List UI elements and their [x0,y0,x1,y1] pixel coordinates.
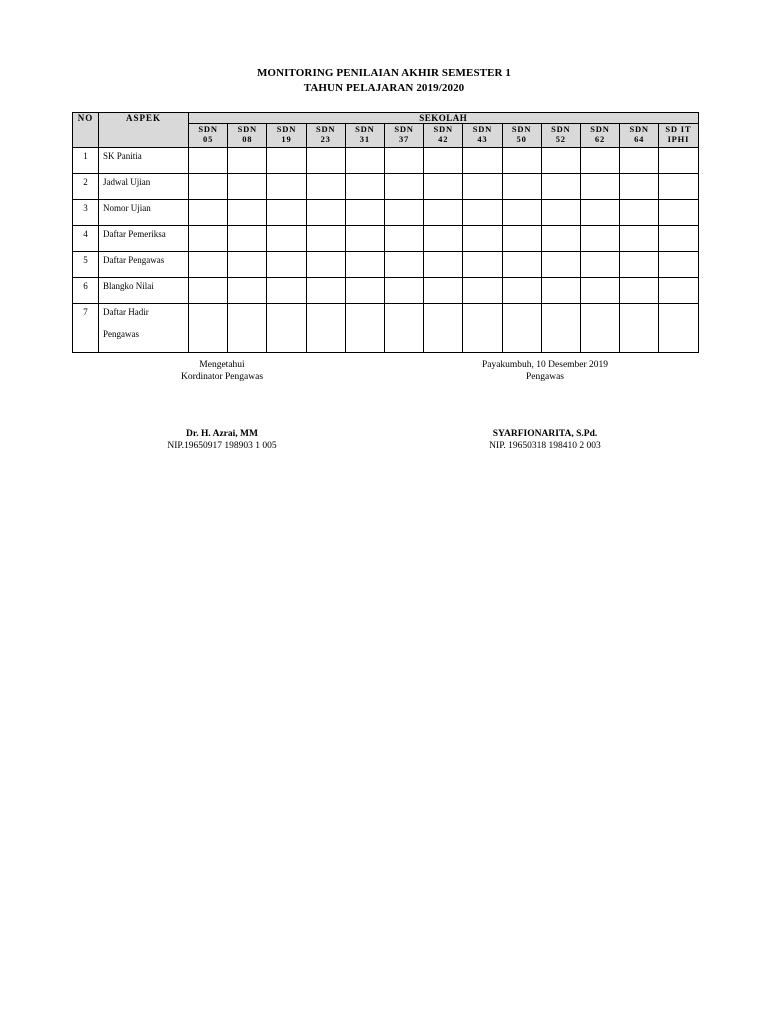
signature-left [122,359,322,452]
check-cell[interactable] [189,304,228,353]
check-cell[interactable] [502,200,541,226]
check-cell[interactable] [267,304,306,353]
check-cell[interactable] [267,148,306,174]
check-cell[interactable] [384,200,423,226]
check-cell[interactable] [384,304,423,353]
row-aspek-text: Daftar Pemeriksa [103,229,166,239]
check-cell[interactable] [228,200,267,226]
school-header-text: SDN [394,124,414,135]
row-number: 1 [73,148,99,174]
check-cell[interactable] [580,252,619,278]
school-header-text: 37 [398,134,410,145]
school-header-text: 43 [477,134,488,145]
check-cell[interactable] [228,226,267,252]
school-header [384,124,423,148]
header-aspek: ASPEK [99,113,189,148]
table-row [73,278,699,304]
check-cell[interactable] [345,148,384,174]
check-cell[interactable] [659,174,698,200]
row-aspek [99,226,189,252]
row-number: 3 [73,200,99,226]
signature-left-nip: NIP.19650917 198903 1 005 [167,441,277,451]
check-cell[interactable] [541,174,580,200]
title-line-1: MONITORING PENILAIAN AKHIR SEMESTER 1 [256,67,512,79]
row-aspek [99,174,189,200]
check-cell[interactable] [659,252,698,278]
school-header-text: SDN [629,124,649,135]
check-cell[interactable] [502,174,541,200]
check-cell[interactable] [228,252,267,278]
table-row [73,304,699,353]
row-number: 5 [73,252,99,278]
check-cell[interactable] [306,226,345,252]
school-header-text: SDN [198,124,218,135]
signature-right [445,359,645,452]
check-cell[interactable] [189,148,228,174]
school-header-text: SD IT [665,124,692,135]
check-cell[interactable] [620,148,659,174]
check-cell[interactable] [267,252,306,278]
school-header [659,124,698,148]
check-cell[interactable] [424,226,463,252]
check-cell[interactable] [463,304,502,353]
check-cell[interactable] [345,226,384,252]
check-cell[interactable] [620,304,659,353]
check-cell[interactable] [228,278,267,304]
row-number: 6 [73,278,99,304]
signature-right-line1: Payakumbuh, 10 Desember 2019 [481,360,609,370]
check-cell[interactable] [620,200,659,226]
check-cell[interactable] [580,226,619,252]
table-row [73,252,699,278]
check-cell[interactable] [384,148,423,174]
check-cell[interactable] [620,278,659,304]
row-aspek [99,304,189,353]
row-number: 4 [73,226,99,252]
signature-left-line1: Mengetahui [199,360,245,370]
row-aspek [99,278,189,304]
school-header-text: 64 [634,134,645,145]
check-cell[interactable] [189,200,228,226]
check-cell[interactable] [345,200,384,226]
check-cell[interactable] [463,278,502,304]
check-cell[interactable] [580,148,619,174]
school-header-text: SDN [433,124,453,135]
row-aspek [99,200,189,226]
school-header-text: 05 [203,134,214,145]
table-row [73,226,699,252]
check-cell[interactable] [463,148,502,174]
school-header [580,124,619,148]
row-aspek-text: SK Panitia [103,151,142,161]
check-cell[interactable] [659,148,698,174]
row-aspek [99,252,189,278]
header-sekolah: SEKOLAH [189,113,699,124]
row-number: 2 [73,174,99,200]
check-cell[interactable] [541,148,580,174]
check-cell[interactable] [463,226,502,252]
check-cell[interactable] [580,200,619,226]
check-cell[interactable] [189,226,228,252]
check-cell[interactable] [541,226,580,252]
school-header-text: 08 [242,134,253,145]
school-header-text: 23 [320,134,331,145]
school-header-text: SDN [590,124,610,135]
table-row [73,148,699,174]
check-cell[interactable] [580,304,619,353]
school-header-text: SDN [315,124,336,135]
school-header [306,124,345,148]
check-cell[interactable] [424,148,463,174]
check-cell[interactable] [424,278,463,304]
school-header-text: SDN [511,124,532,135]
check-cell[interactable] [659,278,698,304]
check-cell[interactable] [424,174,463,200]
check-cell[interactable] [502,278,541,304]
check-cell[interactable] [384,226,423,252]
check-cell[interactable] [345,304,384,353]
check-cell[interactable] [502,148,541,174]
school-header-text: SDN [551,124,571,135]
school-header-text: 42 [438,134,449,145]
check-cell[interactable] [384,278,423,304]
check-cell[interactable] [189,278,228,304]
check-cell[interactable] [306,304,345,353]
school-header-text: SDN [355,124,375,135]
signature-left-line2: Kordinator Pengawas [180,372,264,382]
school-header [502,124,541,148]
school-header-text: SDN [237,124,257,135]
school-header-text: 62 [594,134,606,145]
check-cell[interactable] [580,278,619,304]
check-cell[interactable] [267,226,306,252]
row-aspek [99,148,189,174]
signature-left-name: Dr. H. Azrai, MM [186,429,258,439]
row-aspek-text: Daftar Hadir [103,307,149,317]
check-cell[interactable] [541,200,580,226]
check-cell[interactable] [306,200,345,226]
check-cell[interactable] [620,226,659,252]
check-cell[interactable] [228,304,267,353]
title-line-2: TAHUN PELAJARAN 2019/2020 [303,82,465,94]
check-cell[interactable] [384,174,423,200]
check-cell[interactable] [463,200,502,226]
check-cell[interactable] [306,252,345,278]
check-cell[interactable] [345,252,384,278]
school-header-text: SDN [276,124,297,135]
check-cell[interactable] [502,252,541,278]
school-header-text: 31 [359,134,370,145]
check-cell[interactable] [189,174,228,200]
check-cell[interactable] [502,226,541,252]
check-cell[interactable] [424,252,463,278]
check-cell[interactable] [424,200,463,226]
check-cell[interactable] [541,252,580,278]
check-cell[interactable] [502,304,541,353]
row-number: 7 [73,304,99,353]
table-row [73,174,699,200]
signature-right-line2: Pengawas [526,372,564,382]
check-cell[interactable] [384,252,423,278]
school-header [620,124,659,148]
check-cell[interactable] [228,148,267,174]
school-header-text: SDN [472,124,493,135]
check-cell[interactable] [463,174,502,200]
school-header-text: IPHI [667,134,690,145]
check-cell[interactable] [306,174,345,200]
check-cell[interactable] [267,278,306,304]
school-header-text: 19 [281,134,292,145]
check-cell[interactable] [659,226,698,252]
check-cell[interactable] [267,174,306,200]
school-header-text: 52 [555,134,566,145]
check-cell[interactable] [306,278,345,304]
check-cell[interactable] [541,304,580,353]
row-aspek-text: Daftar Pengawas [103,255,165,265]
check-cell[interactable] [580,174,619,200]
check-cell[interactable] [424,304,463,353]
school-header [345,124,384,148]
school-header [228,124,267,148]
check-cell[interactable] [659,304,698,353]
check-cell[interactable] [189,252,228,278]
signature-right-name: SYARFIONARITA, S.Pd. [492,429,598,439]
monitoring-table [72,112,699,353]
check-cell[interactable] [345,278,384,304]
school-header [541,124,580,148]
row-aspek-text: Pengawas [103,329,139,339]
row-aspek-text: Nomor Ujian [103,203,151,213]
check-cell[interactable] [620,252,659,278]
school-header-text: 50 [516,134,527,145]
school-header [267,124,306,148]
school-header [189,124,228,148]
row-aspek-text: Blangko Nilai [103,281,154,291]
check-cell[interactable] [228,174,267,200]
table-row [73,200,699,226]
school-header [424,124,463,148]
header-no: NO [73,113,99,148]
table-body [73,148,699,353]
check-cell[interactable] [345,174,384,200]
signature-right-nip: NIP. 19650318 198410 2 003 [489,441,601,451]
check-cell[interactable] [659,200,698,226]
check-cell[interactable] [541,278,580,304]
check-cell[interactable] [620,174,659,200]
check-cell[interactable] [463,252,502,278]
row-aspek-text: Jadwal Ujian [103,177,151,187]
check-cell[interactable] [267,200,306,226]
check-cell[interactable] [306,148,345,174]
school-header [463,124,502,148]
